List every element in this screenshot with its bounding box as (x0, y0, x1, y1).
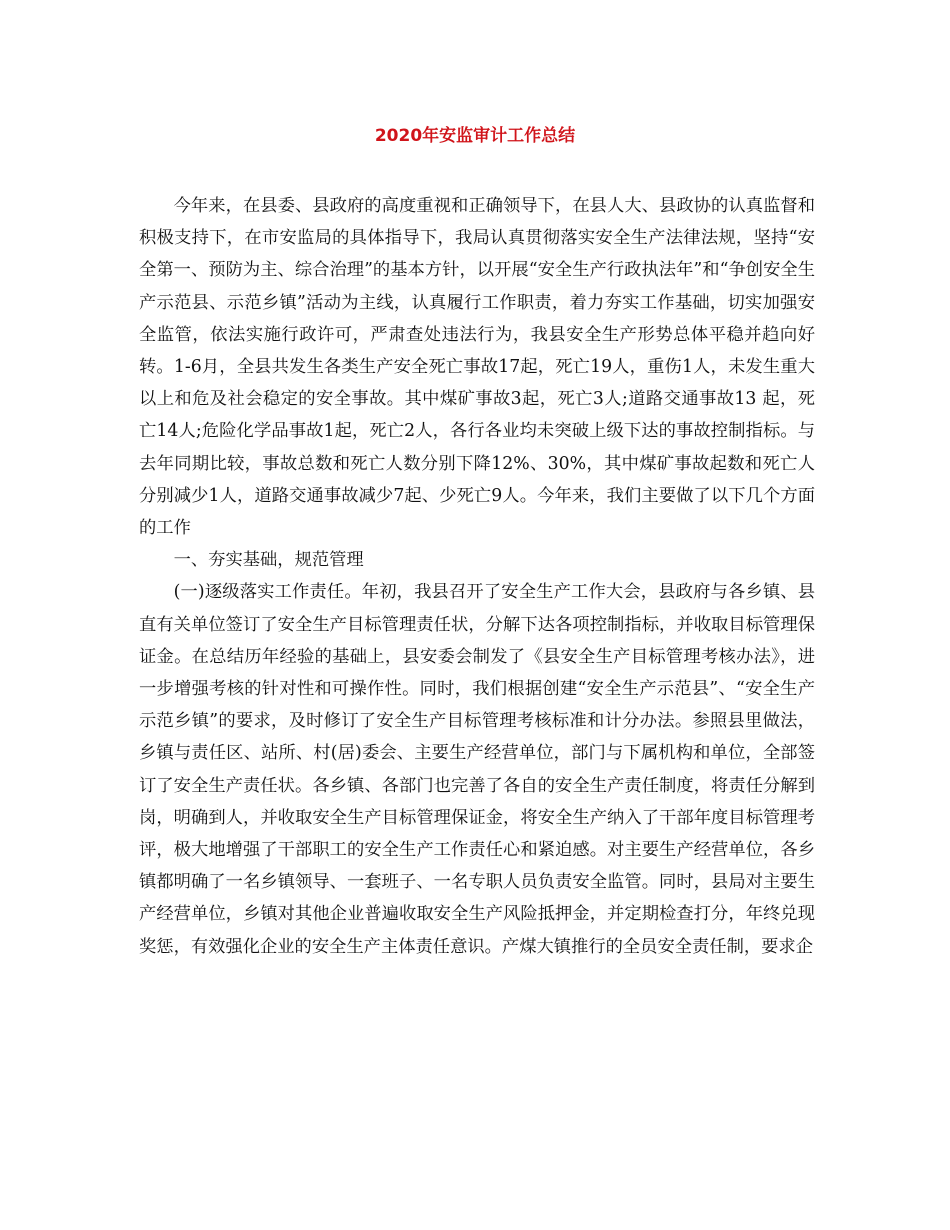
paragraph-intro: 今年来，在县委、县政府的高度重视和正确领导下，在县人大、县政协的认真监督和积极支持下，在市安监局的具体指导下，我局认真贯彻落实安全生产法律法规，坚持“安全第一、预防为主、综合治理”的基本方针，以开展“安全生产行政执法年”和“争创安全生产示范县、示范乡镇”活动为主线，认真履行工作职责，着力夯实工作基础，切实加强安全监管，依法实施行政许可，严肃查处违法行为，我县安全生产形势总体平稳并趋向好转。1-6月，全县共发生各类生产安全死亡事故17起，死亡19人，重伤1人，未发生重大以上和危及社会稳定的安全事故。其中煤矿事故3起，死亡3人;道路交通事故13 起，死亡14人;危险化学品事故1起，死亡2人，各行各业均未突破上级下达的事故控制指标。与去年同期比较，事故总数和死亡人数分别下降12%、30%，其中煤矿事故起数和死亡人分别减少1人，道路交通事故减少7起、少死亡9人。今年来，我们主要做了以下几个方面的工作 (139, 196, 815, 539)
section-heading: 一、夯实基础，规范管理 (173, 550, 364, 571)
paragraph-responsibility: (一)逐级落实工作责任。年初，我县召开了安全生产工作大会，县政府与各乡镇、县直有关单位签订了安全生产目标管理责任状，分解下达各项控制指标，并收取目标管理保证金。在总结历年经验的基础上，县安委会制发了《县安全生产目标管理考核办法》，进一步增强考核的针对性和可操作性。同时，我们根据创建“安全生产示范县”、“安全生产示范乡镇”的要求，及时修订了安全生产目标管理考核标准和计分办法。参照县里做法，乡镇与责任区、站所、村(居)委会、主要生产经营单位，部门与下属机构和单位，全部签订了安全生产责任状。各乡镇、各部门也完善了各自的安全生产责任制度，将责任分解到岗，明确到人，并收取安全生产目标管理保证金，将安全生产纳入了干部年度目标管理考评，极大地增强了干部职工的安全生产工作责任心和紧迫感。对主要生产经营单位，各乡镇都明确了一名乡镇领导、一套班子、一名专职人员负责安全监管。同时，县局对主要生产经营单位，乡镇对其他企业普遍收取安全生产风险抵押金，并定期检查打分，年终兑现奖惩，有效强化企业的安全生产主体责任意识。产煤大镇推行的全员安全责任制，要求企 (139, 582, 815, 957)
document-title: 2020年安监审计工作总结 (374, 126, 576, 146)
document-body (139, 190, 815, 963)
